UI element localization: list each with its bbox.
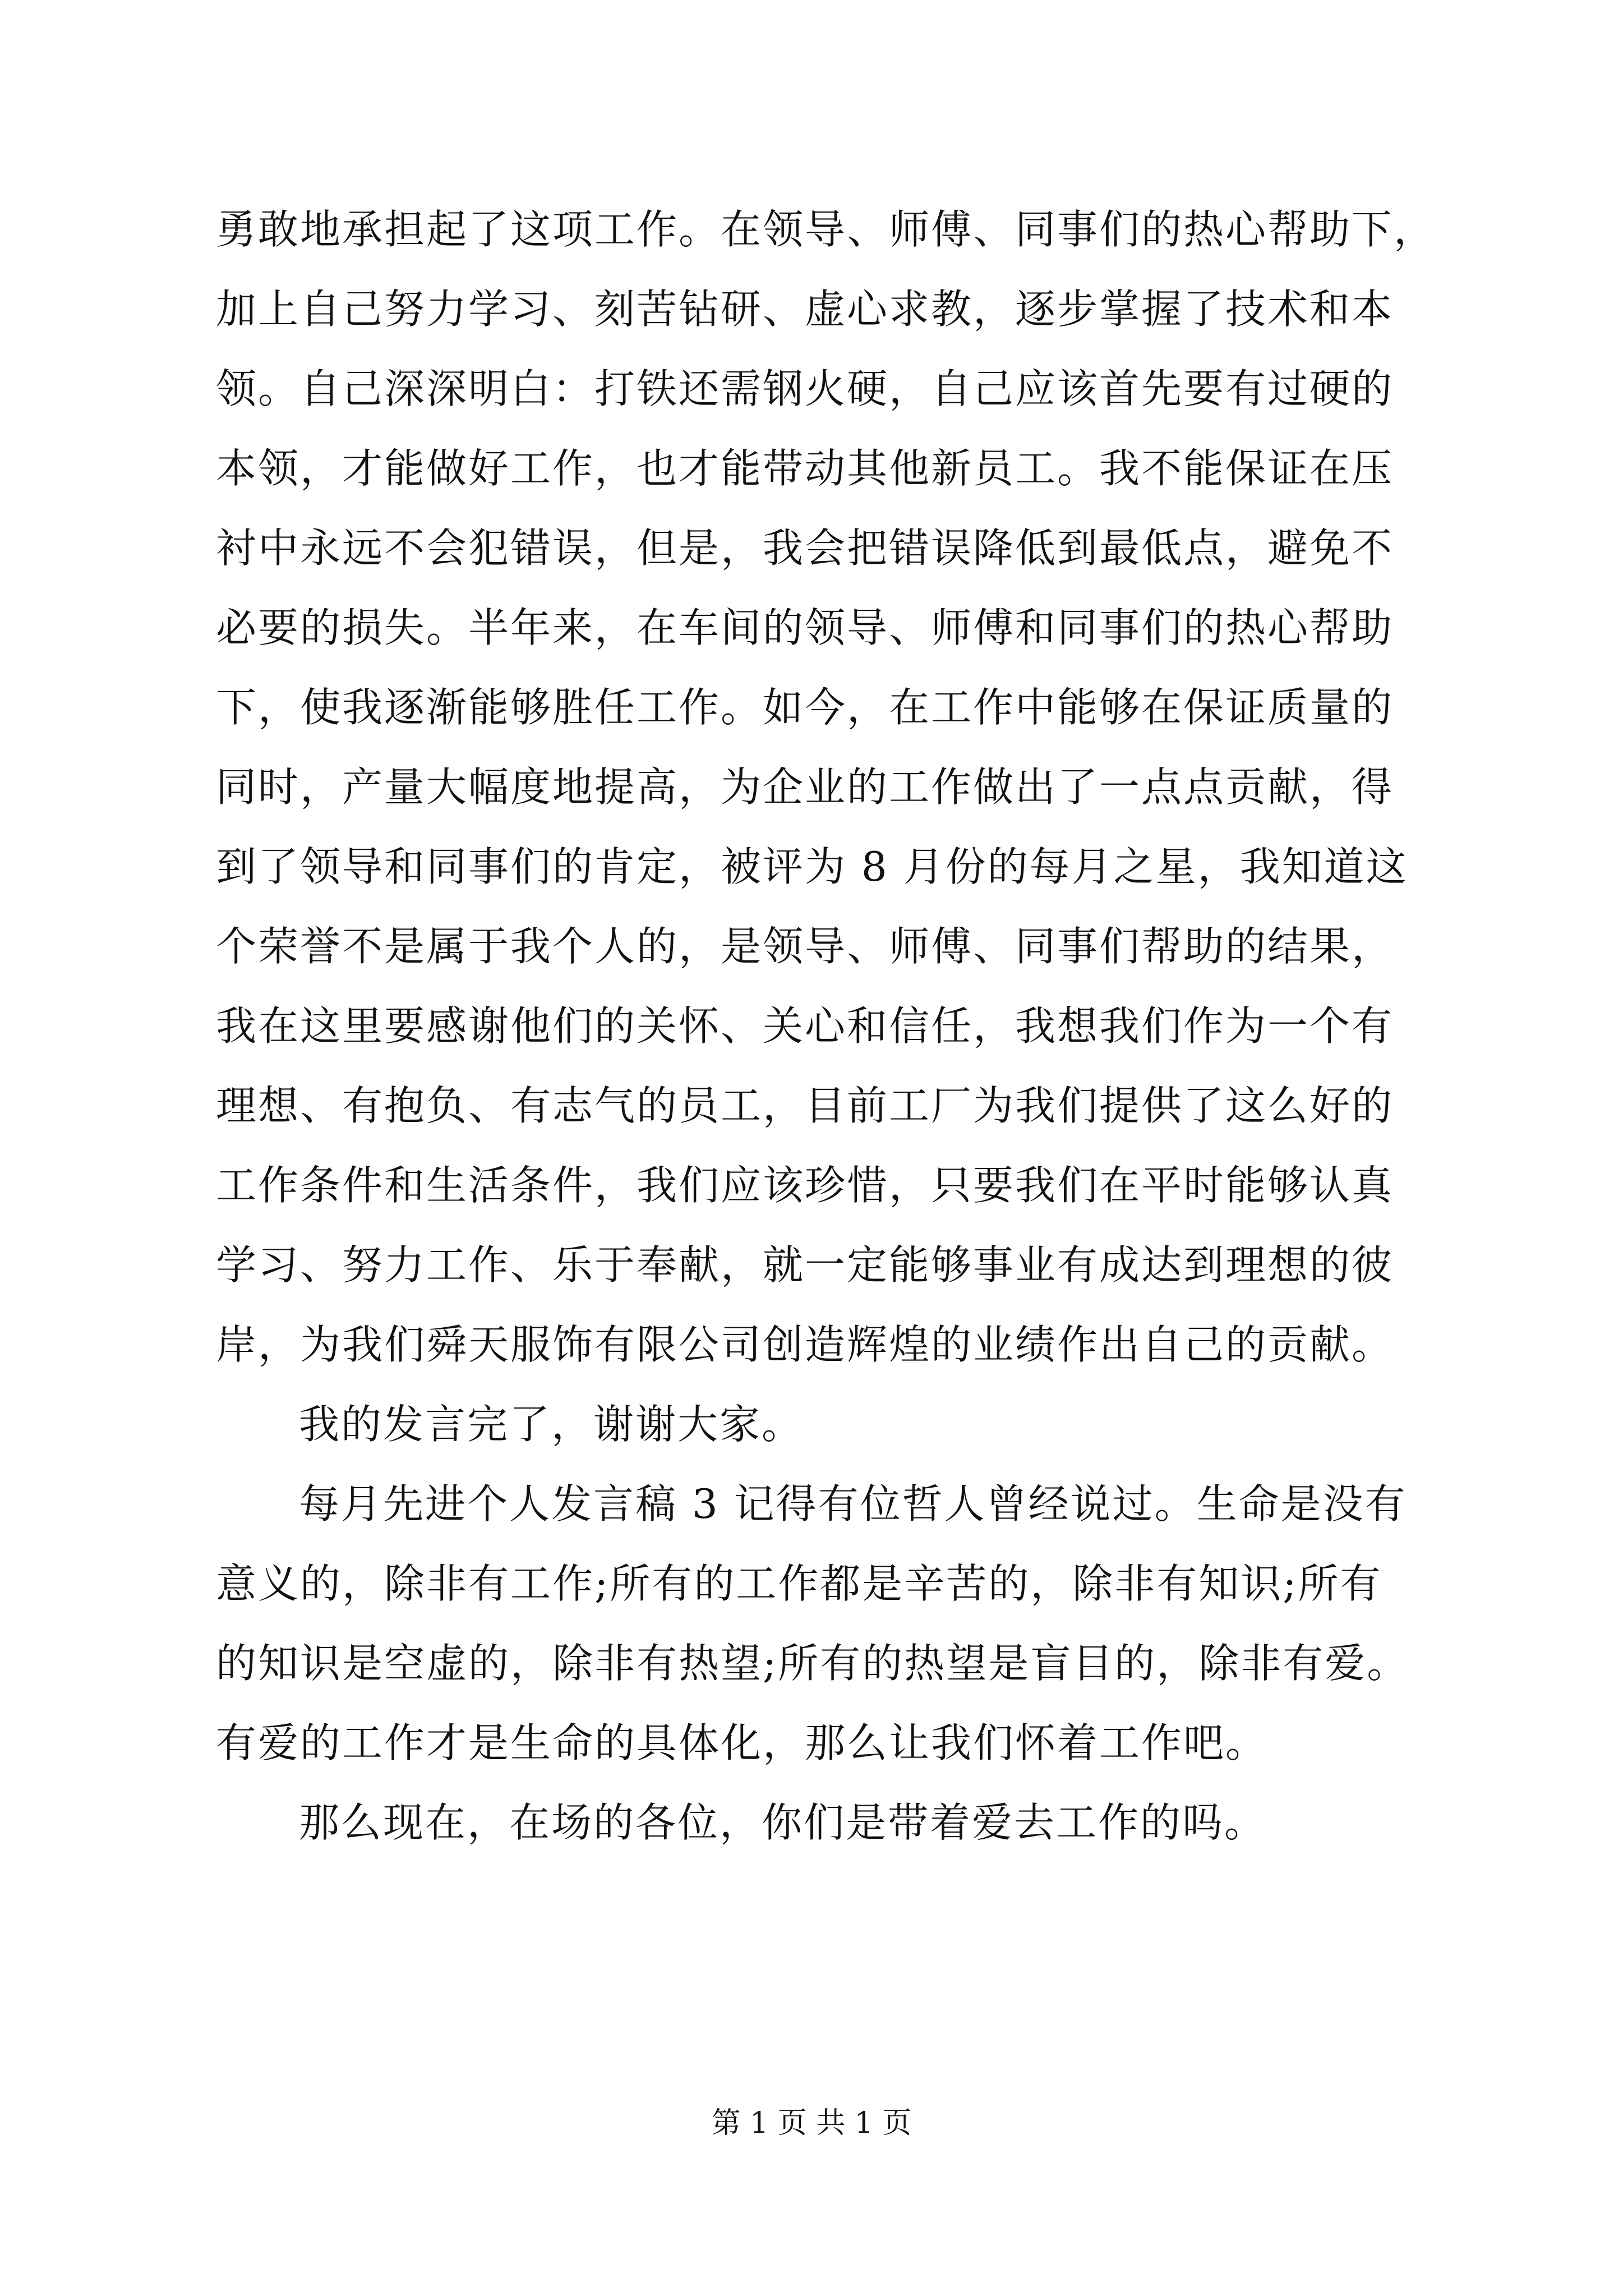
- text-line: 我在这里要感谢他们的关怀、关心和信任，我想我们作为一个有: [216, 1002, 1394, 1050]
- paragraph-start: 那么现在，在场的各位，你们是带着爱去工作的吗。: [299, 1799, 1267, 1846]
- text-line: 理想、有抱负、有志气的员工，目前工厂为我们提供了这么好的: [216, 1082, 1394, 1129]
- text-line: 加上自己努力学习、刻苦钻研、虚心求教，逐步掌握了技术和本: [216, 286, 1394, 333]
- paragraph-start: 每月先进个人发言稿 3 记得有位哲人曾经说过。生命是没有: [299, 1480, 1407, 1527]
- text-line: 领。自己深深明白：打铁还需钢火硬，自己应该首先要有过硬的: [216, 365, 1394, 412]
- document-body: [216, 190, 1436, 1862]
- text-line: 下，使我逐渐能够胜任工作。如今，在工作中能够在保证质量的: [216, 684, 1394, 731]
- paragraph-closing: 我的发言完了，谢谢大家。: [299, 1401, 804, 1448]
- text-line: 本领，才能做好工作，也才能带动其他新员工。我不能保证在压: [216, 445, 1394, 492]
- text-line: 同时，产量大幅度地提高，为企业的工作做出了一点点贡献，得: [216, 763, 1394, 811]
- text-line: 意义的，除非有工作;所有的工作都是辛苦的，除非有知识;所有: [216, 1560, 1382, 1607]
- page-footer: 第 1 页 共 1 页: [711, 2106, 912, 2140]
- text-line: 的知识是空虚的，除非有热望;所有的热望是盲目的，除非有爱。: [216, 1640, 1409, 1687]
- text-line: 必要的损失。半年来，在车间的领导、师傅和同事们的热心帮助: [216, 604, 1394, 651]
- text-line: 到了领导和同事们的肯定，被评为 8 月份的每月之星，我知道这: [216, 843, 1408, 890]
- text-line: 学习、努力工作、乐于奉献，就一定能够事业有成达到理想的彼: [216, 1241, 1394, 1289]
- text-line: 工作条件和生活条件，我们应该珍惜，只要我们在平时能够认真: [216, 1162, 1394, 1209]
- text-line: 岸，为我们舜天服饰有限公司创造辉煌的业绩作出自己的贡献。: [216, 1321, 1394, 1368]
- text-line: 有爱的工作才是生命的具体化，那么让我们怀着工作吧。: [216, 1719, 1268, 1766]
- text-line: 衬中永远不会犯错误，但是，我会把错误降低到最低点，避免不: [216, 524, 1394, 572]
- text-line: 个荣誉不是属于我个人的，是领导、师傅、同事们帮助的结果，: [216, 923, 1394, 970]
- text-line: 勇敢地承担起了这项工作。在领导、师傅、同事们的热心帮助下，: [216, 206, 1436, 253]
